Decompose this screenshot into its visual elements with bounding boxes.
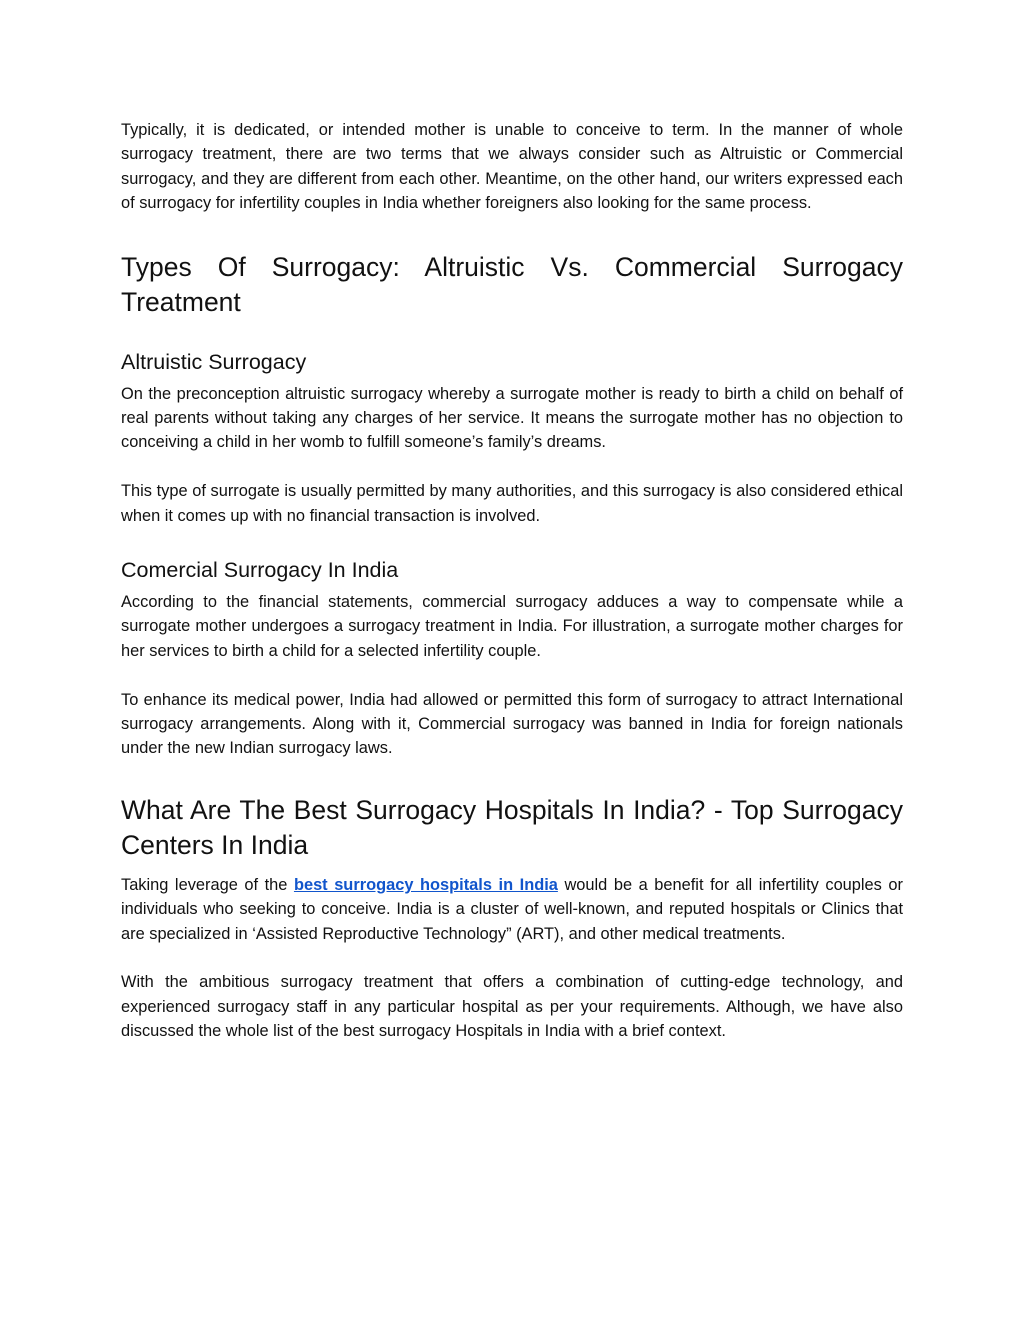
section-heading-types-line1: Types Of Surrogacy: Altruistic Vs. Commercial Surrogacy <box>121 251 903 282</box>
commercial-heading: Comercial Surrogacy In India <box>121 558 399 583</box>
altruistic-paragraph-2: This type of surrogate is usually permitted by many authorities, and this surrogacy is also considered ethical when it comes up with no financial transaction is involved. <box>121 482 903 525</box>
intro-paragraph: Typically, it is dedicated, or intended mother is unable to conceive to term. In the manner of whole surrogacy treatment, there are two terms that we always consider such as Altruistic or Commercial surrogacy, and they are different from each other. Meantime, on the other hand, our writers expressed each of surrogacy for infertility couples in India whether foreigners also looking for the same process. <box>121 121 903 213</box>
section-heading-types-line2: Treatment <box>121 286 241 317</box>
commercial-paragraph-1: According to the financial statements, commercial surrogacy adduces a way to compensate while a surrogate mother undergoes a surrogacy treatment in India. For illustration, a surrogate mother charges for her services to birth a child for a selected infertility couple. <box>121 593 903 660</box>
section-heading-types <box>121 250 903 320</box>
best-surrogacy-hospitals-link[interactable]: best surrogacy hospitals in India <box>293 875 558 894</box>
document-page <box>121 118 903 1044</box>
best-hospitals-paragraph-2: With the ambitious surrogacy treatment that offers a combination of cutting-edge technology, and experienced surrogacy staff in any particular hospital as per your requirements. Although, we have also discussed the whole list of the best surrogacy Hospitals in India with a brief context. <box>121 973 903 1041</box>
best-hospitals-paragraph-1 <box>121 873 903 946</box>
best-hospitals-text-before-link: Taking leverage of the <box>121 875 294 894</box>
altruistic-heading: Altruistic Surrogacy <box>121 349 307 374</box>
best-hospitals-heading: What Are The Best Surrogacy Hospitals In India? - Top Surrogacy Centers In India <box>121 794 903 860</box>
commercial-paragraph-2: To enhance its medical power, India had allowed or permitted this form of surrogacy to attract International surrogacy arrangements. Along with it, Commercial surrogacy was banned in India for foreign nationals under the new Indian surrogacy laws. <box>121 690 903 758</box>
best-hospitals-text-after-link: would be a benefit for all infertility couples or individuals who seeking to conceive. India is a cluster of well-known, and reputed hospitals or Clinics that are specialized in ‘Assisted Reproductive Technology” (ART), and other medical treatments. <box>121 875 904 943</box>
altruistic-paragraph-1: On the preconception altruistic surrogacy whereby a surrogate mother is ready to birth a child on behalf of real parents without taking any charges of her service. It means the surrogate mother has no objection to conceiving a child in her womb to fulfill someone’s family’s dreams. <box>121 384 903 452</box>
